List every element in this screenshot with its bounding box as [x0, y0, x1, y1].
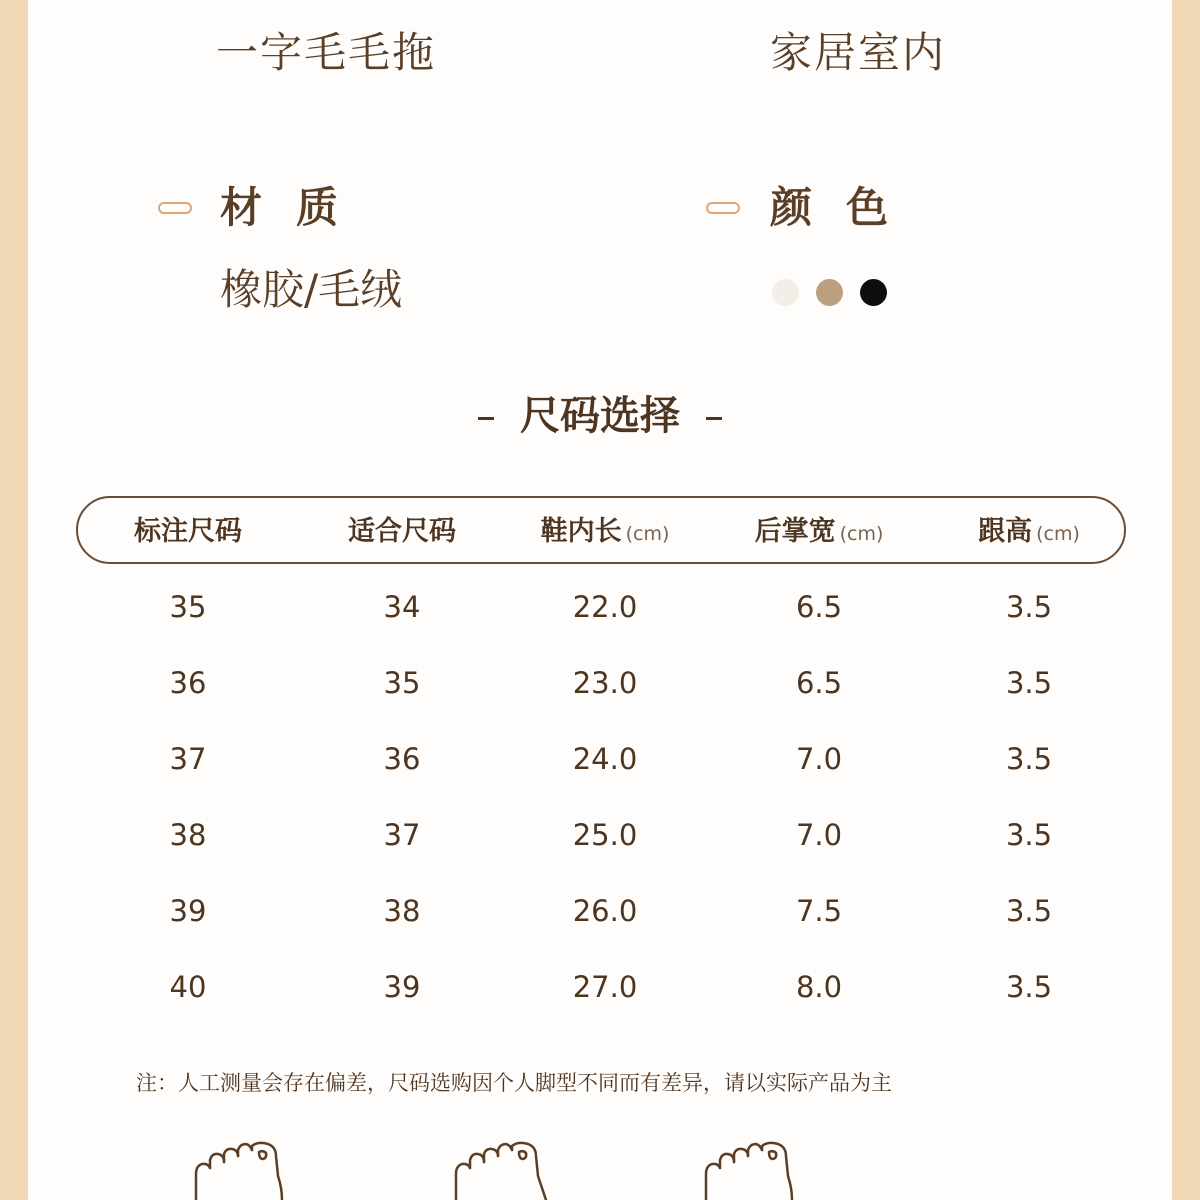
table-cell: 22.0 — [572, 590, 638, 624]
table-cell: 3.5 — [1005, 742, 1053, 776]
table-cell: 36 — [383, 742, 421, 776]
header-unit: (cm) — [1036, 523, 1080, 545]
pill-bullet-icon — [706, 202, 740, 214]
header-label: 跟高 — [978, 516, 1033, 547]
size-table-header-cell — [292, 514, 512, 550]
table-cell: 6.5 — [795, 590, 843, 624]
foot-outline-icon — [190, 1140, 290, 1200]
dash-decoration — [706, 417, 722, 420]
table-cell: 7.0 — [795, 818, 843, 852]
table-cell: 25.0 — [572, 818, 638, 852]
table-cell: 3.5 — [1005, 894, 1053, 928]
size-table-header-cell — [919, 514, 1139, 550]
table-cell: 23.0 — [572, 666, 638, 700]
size-section-title — [28, 390, 1172, 442]
table-cell: 36 — [169, 666, 207, 700]
material-heading: 材质 — [220, 183, 373, 232]
header-label: 标注尺码 — [134, 516, 242, 547]
foot-outline-icon — [700, 1140, 800, 1200]
color-swatch-black[interactable] — [860, 279, 887, 306]
foot-outline-icon — [450, 1140, 550, 1200]
table-cell: 35 — [383, 666, 421, 700]
table-cell: 8.0 — [795, 970, 843, 1004]
product-detail-page — [28, 0, 1172, 1200]
table-cell: 34 — [383, 590, 421, 624]
header-label: 鞋内长 — [540, 516, 622, 547]
header-unit: (cm) — [625, 523, 670, 545]
table-cell: 3.5 — [1005, 970, 1053, 1004]
table-cell: 38 — [169, 818, 207, 852]
table-cell: 7.0 — [795, 742, 843, 776]
size-section-title-text: 尺码选择 — [520, 393, 680, 439]
pill-bullet-icon — [158, 202, 192, 214]
usage-scene: 家居室内 — [770, 28, 947, 77]
dash-decoration — [478, 417, 494, 420]
measurement-note: 注：人工测量会存在偏差，尺码选购因个人脚型不同而有差异，请以实际产品为主 — [136, 1071, 892, 1095]
material-value: 橡胶/毛绒 — [220, 265, 403, 314]
table-cell: 39 — [169, 894, 207, 928]
table-cell: 37 — [169, 742, 207, 776]
table-cell: 39 — [383, 970, 421, 1004]
color-swatch-cream[interactable] — [772, 279, 799, 306]
color-swatch-khaki[interactable] — [816, 279, 843, 306]
table-cell: 40 — [169, 970, 207, 1004]
table-cell: 37 — [383, 818, 421, 852]
header-label: 后掌宽 — [754, 516, 836, 547]
size-table-header-cell — [709, 514, 929, 550]
table-cell: 27.0 — [572, 970, 638, 1004]
table-cell: 35 — [169, 590, 207, 624]
product-style: 一字毛毛拖 — [216, 28, 437, 77]
header-label: 适合尺码 — [348, 516, 456, 547]
size-table-header-cell — [78, 514, 298, 550]
table-cell: 3.5 — [1005, 590, 1053, 624]
table-cell: 26.0 — [572, 894, 638, 928]
table-cell: 6.5 — [795, 666, 843, 700]
size-table-header-cell — [495, 514, 715, 550]
color-heading: 颜色 — [770, 183, 923, 232]
table-cell: 3.5 — [1005, 666, 1053, 700]
table-cell: 7.5 — [795, 894, 843, 928]
table-cell: 3.5 — [1005, 818, 1053, 852]
header-unit: (cm) — [839, 523, 884, 545]
table-cell: 24.0 — [572, 742, 638, 776]
table-cell: 38 — [383, 894, 421, 928]
